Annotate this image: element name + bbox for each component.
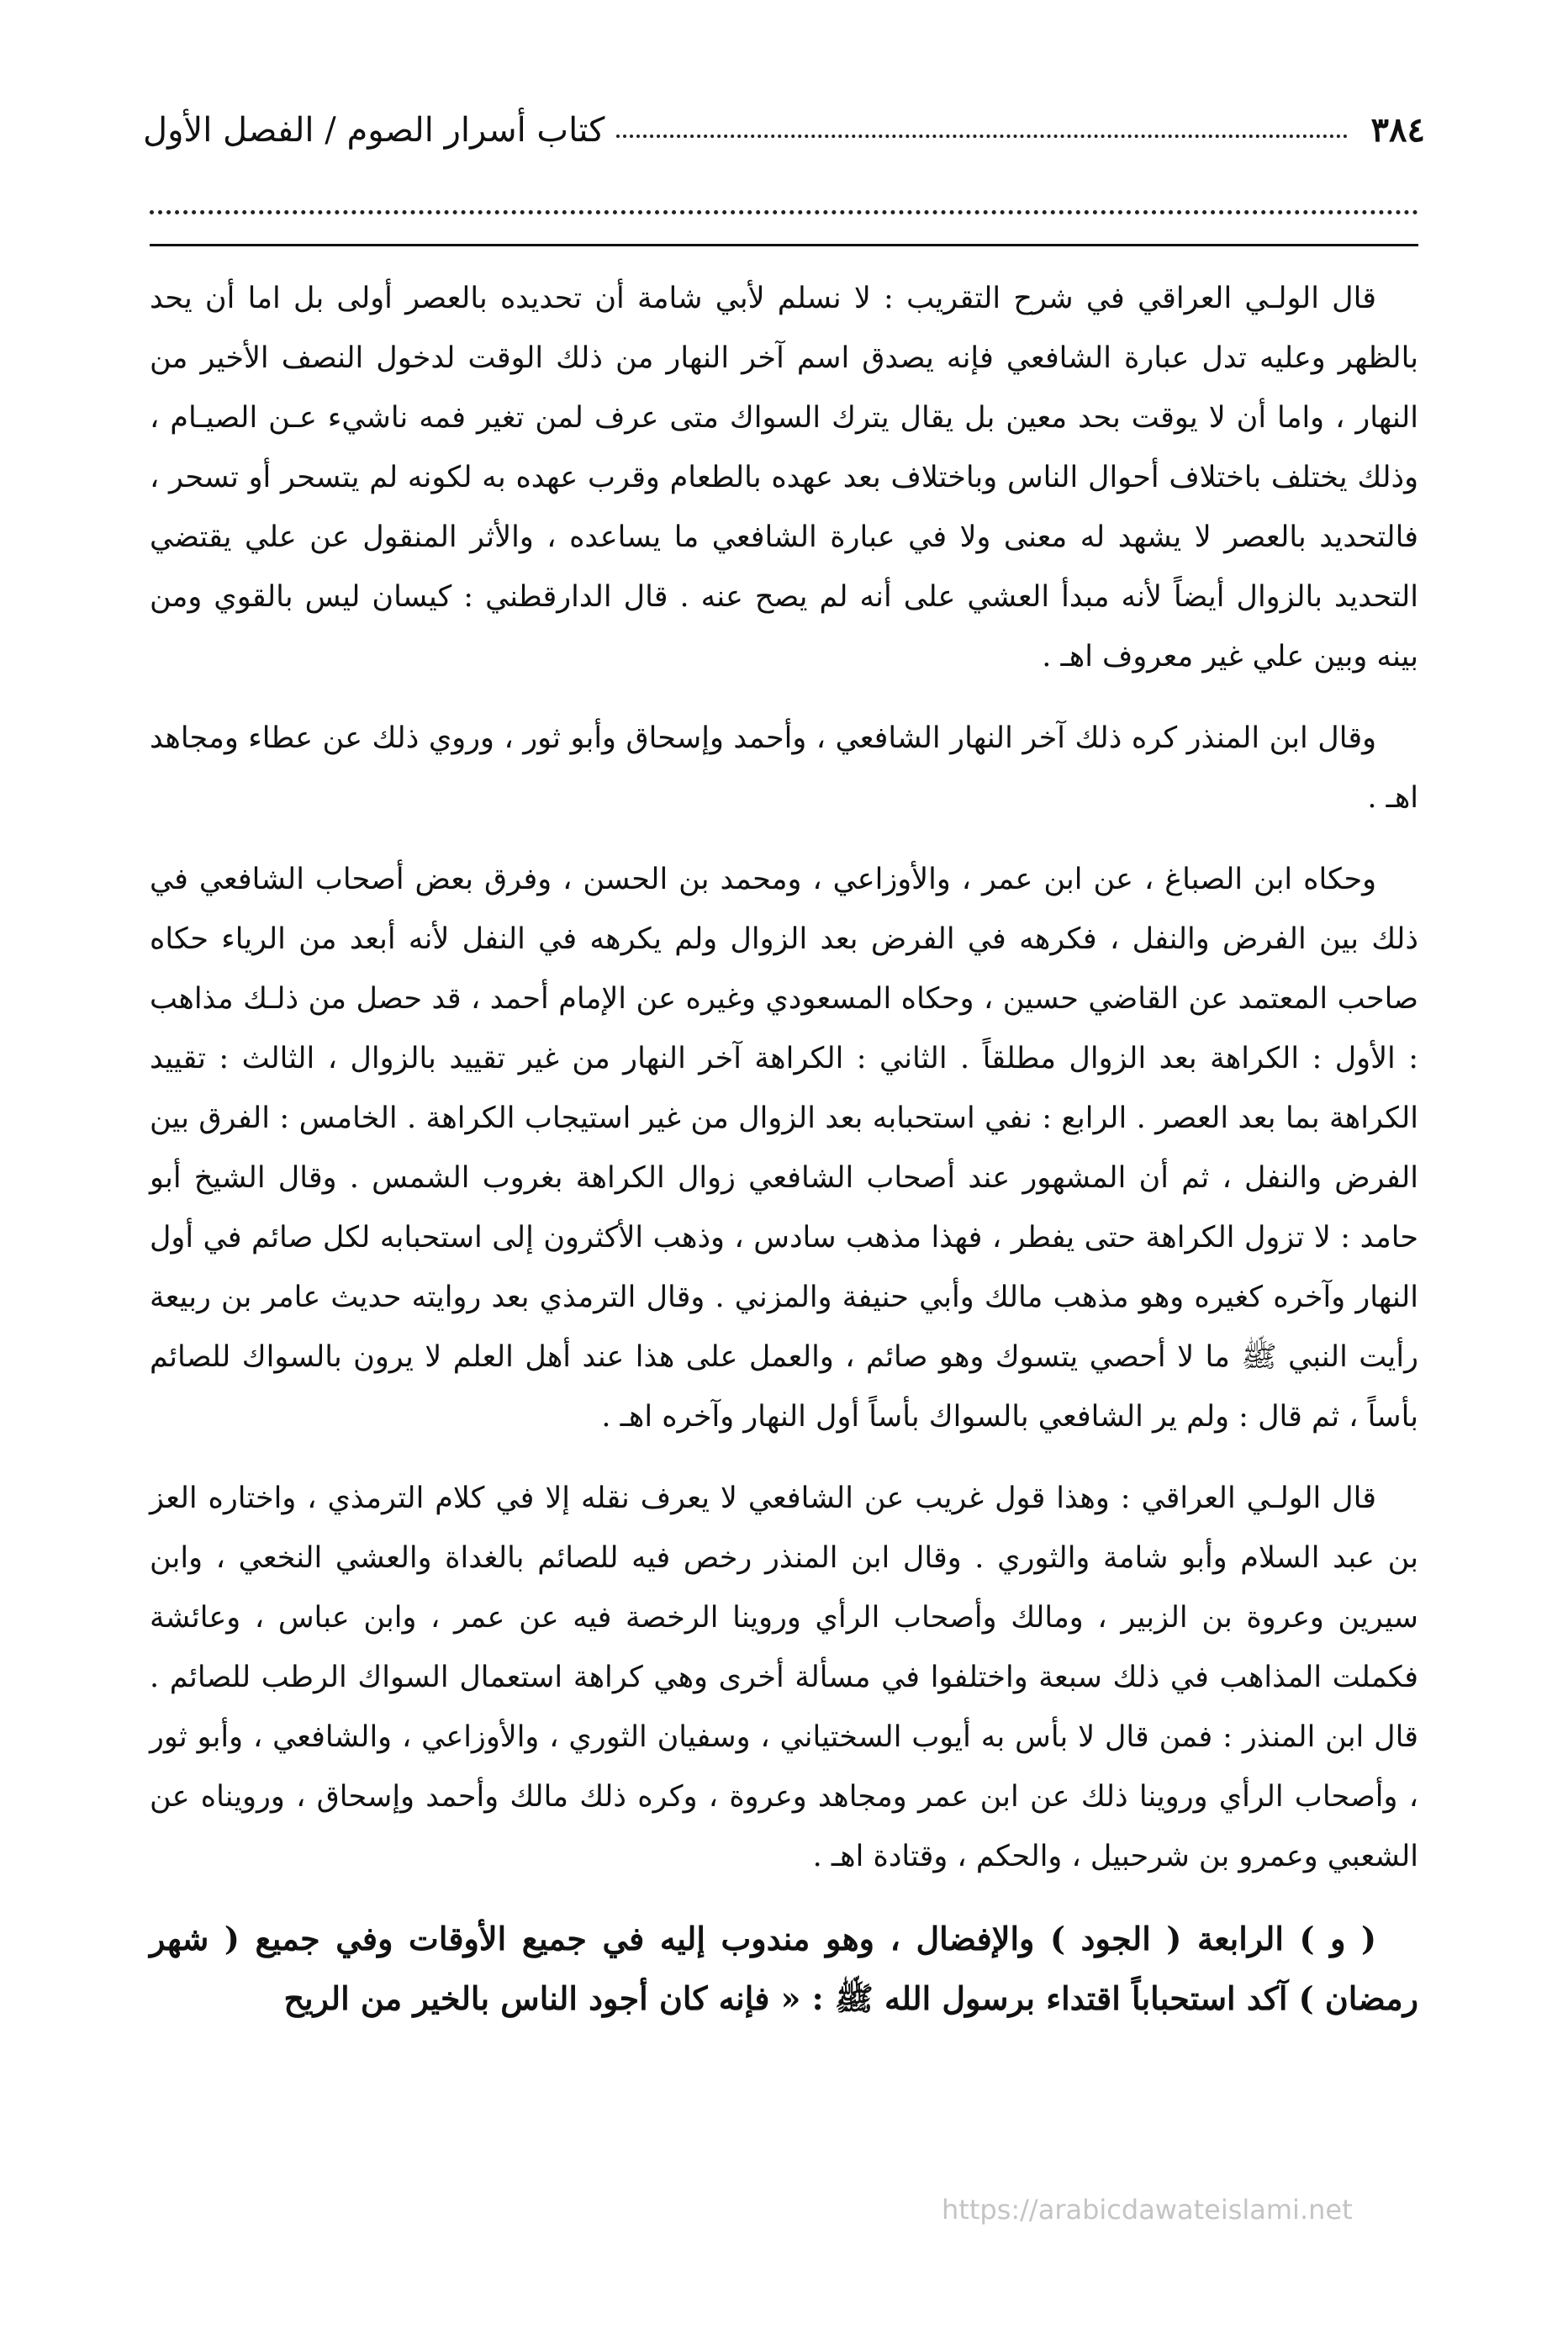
watermark-url: https://arabicdawateislami.net [942,2194,1353,2226]
paragraph-3: وحكاه ابن الصباغ ، عن ابن عمر ، والأوزاعي ، ومحمد بن الحسن ، وفرق بعض أصحاب الشافعي في ذلك بين الفرض والنفل ، فكرهه في الفرض بعد الزوال ولم يكرهه في النفل لأنه أبعد من الرياء حكاه صاحب المعتمد عن القاضي حسين ، وحكاه المسعودي وغيره عن الإمام أحمد ، قد حصل من ذلـك مذاهب : الأول : الكراهة بعد الزوال مطلقاً . الثاني : الكراهة آخر النهار من غير تقييد بالزوال ، الثالث : تقييد الكراهة بما بعد العصر . الرابع : نفي استحبابه بعد الزوال من غير استيجاب الكراهة . الخامس : الفرق بين الفرض والنفل ، ثم أن المشهور عند أصحاب الشافعي زوال الكراهة بغروب الشمس . وقال الشيخ أبو حامد : لا تزول الكراهة حتى يفطر ، فهذا مذهب سادس ، وذهب الأكثرون إلى استحبابه لكل صائم في أول النهار وآخره كغيره وهو مذهب مالك وأبي حنيفة والمزني . وقال الترمذي بعد روايته حديث عامر بن ربيعة رأيت النبي ﷺ ما لا أحصي يتسوك وهو صائم ، والعمل على هذا عند أهل العلم لا يرون بالسواك للصائم بأساً ، ثم قال : ولم ير الشافعي بالسواك بأساً أول النهار وآخره اهـ . [150,863,1418,1434]
paragraph-4: قال الولـي العراقي : وهذا قول غريب عن الشافعي لا يعرف نقله إلا في كلام الترمذي ، واختاره العز بن عبد السلام وأبو شامة والثوري . وقال ابن المنذر رخص فيه للصائم بالغداة والعشي النخعي ، وابن سيرين وعروة بن الزبير ، ومالك وأصحاب الرأي وروينا الرخصة فيه عن عمر ، وابن عباس ، وعائشة فكملت المذاهب في ذلك سبعة واختلفوا في مسألة أخرى وهي كراهة استعمال السواك الرطب للصائم . قال ابن المنذر : فمن قال لا بأس به أيوب السختياني ، وسفيان الثوري ، والأوزاعي ، والشافعي ، وأبو ثور ، وأصحاب الرأي وروينا ذلك عن ابن عمر ومجاهد وعروة ، وكره ذلك مالك وأحمد وإسحاق ، ورويناه عن الشعبي وعمرو بن شرحبيل ، والحكم ، وقتادة اهـ . [150,1482,1418,1873]
header-dot-leader [616,135,1347,138]
paragraph-1: قال الولـي العراقي في شرح التقريب : لا نسلم لأبي شامة أن تحديده بالعصر أولى بل اما أن يحد بالظهر وعليه تدل عبارة الشافعي فإنه يصدق اسم آخر النهار من ذلك الوقت لدخول النصف الأخير من النهار ، واما أن لا يوقت بحد معين بل يقال يترك السواك متى عرف لمن تغير فمه ناشيء عـن الصيـام ، وذلك يختلف باختلاف أحوال الناس وباختلاف بعد عهده بالطعام وقرب عهده به لكونه لم يتسحر أو تسحر ، فالتحديد بالعصر لا يشهد له معنى ولا في عبارة الشافعي ما يساعده ، والأثر المنقول عن علي يقتضي التحديد بالزوال أيضاً لأنه مبدأ العشي على أنه لم يصح عنه . قال الدارقطني : كيسان ليس بالقوي ومن بينه وبين علي غير معروف اهـ . [150,282,1418,674]
page-number: ٣٨٤ [1370,110,1425,150]
paragraph-5: ( و ) الرابعة ( الجود ) والإفضال ، وهو مندوب إليه في جميع الأوقات وفي جميع ( شهر رمضان ) آكد استحباباً اقتداء برسول الله ﷺ : « فإنه كان أجود الناس بالخير من الريح [150,1920,1418,2017]
header-dotted-rule [150,210,1418,214]
paragraph-2: وقال ابن المنذر كره ذلك آخر النهار الشافعي ، وأحمد وإسحاق وأبو ثور ، وروي ذلك عن عطاء ومجاهد اهـ . [150,721,1418,815]
page-body [150,269,1418,2050]
page-header [143,82,1425,150]
running-title: كتاب أسرار الصوم / الفصل الأول [143,111,605,150]
header-solid-rule [150,244,1418,246]
